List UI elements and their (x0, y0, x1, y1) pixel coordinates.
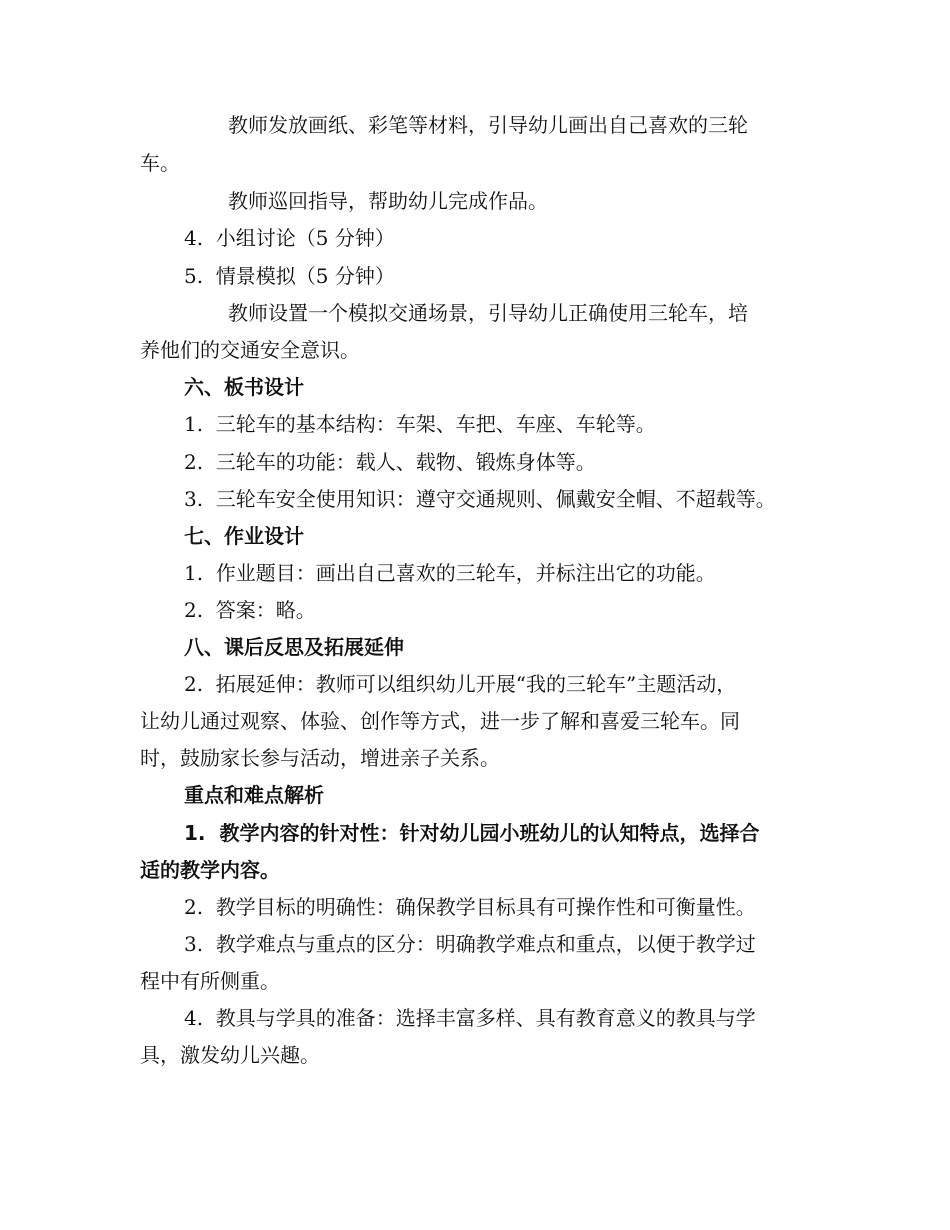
section-heading: 六、板书设计 (184, 375, 304, 399)
list-item: 2. 拓展延伸：教师可以组织幼儿开展“我的三轮车”主题活动， (184, 672, 737, 696)
list-item-bold: 1. 教学内容的针对性：针对幼儿园小班幼儿的认知特点，选择合 (184, 821, 760, 845)
list-item: 1. 作业题目：画出自己喜欢的三轮车，并标注出它的功能。 (184, 561, 716, 585)
section-heading: 七、作业设计 (184, 524, 304, 548)
paragraph-line: 养他们的交通安全意识。 (140, 338, 360, 362)
list-item: 5. 情景模拟（5 分钟） (184, 264, 395, 288)
list-item: 1. 三轮车的基本结构：车架、车把、车座、车轮等。 (184, 412, 656, 436)
section-heading: 八、课后反思及拓展延伸 (184, 635, 404, 659)
paragraph-line: 教师设置一个模拟交通场景，引导幼儿正确使用三轮车，培 (228, 301, 748, 325)
paragraph-line: 教师发放画纸、彩笔等材料，引导幼儿画出自己喜欢的三轮 (228, 113, 748, 137)
paragraph-line: 时，鼓励家长参与活动，增进亲子关系。 (140, 746, 500, 770)
list-item: 2. 教学目标的明确性：确保教学目标具有可操作性和可衡量性。 (184, 895, 756, 919)
paragraph-line: 教师巡回指导，帮助幼儿完成作品。 (228, 189, 548, 213)
paragraph-line: 程中有所侧重。 (140, 969, 280, 993)
list-item: 4. 小组讨论（5 分钟） (184, 226, 395, 250)
paragraph-line: 让幼儿通过观察、体验、创作等方式，进一步了解和喜爱三轮车。同 (140, 709, 740, 733)
list-item: 3. 三轮车安全使用知识：遵守交通规则、佩戴安全帽、不超载等。 (184, 487, 776, 511)
section-heading: 重点和难点解析 (184, 783, 324, 807)
list-item: 2. 三轮车的功能：载人、载物、锻炼身体等。 (184, 450, 596, 474)
list-item: 2. 答案：略。 (184, 598, 316, 622)
list-item: 3. 教学难点与重点的区分：明确教学难点和重点，以便于教学过 (184, 932, 756, 956)
paragraph-line: 具，激发幼儿兴趣。 (140, 1043, 320, 1067)
paragraph-line-bold: 适的教学内容。 (140, 858, 280, 882)
paragraph-line: 车。 (140, 151, 180, 175)
list-item: 4. 教具与学具的准备：选择丰富多样、具有教育意义的教具与学 (184, 1006, 756, 1030)
